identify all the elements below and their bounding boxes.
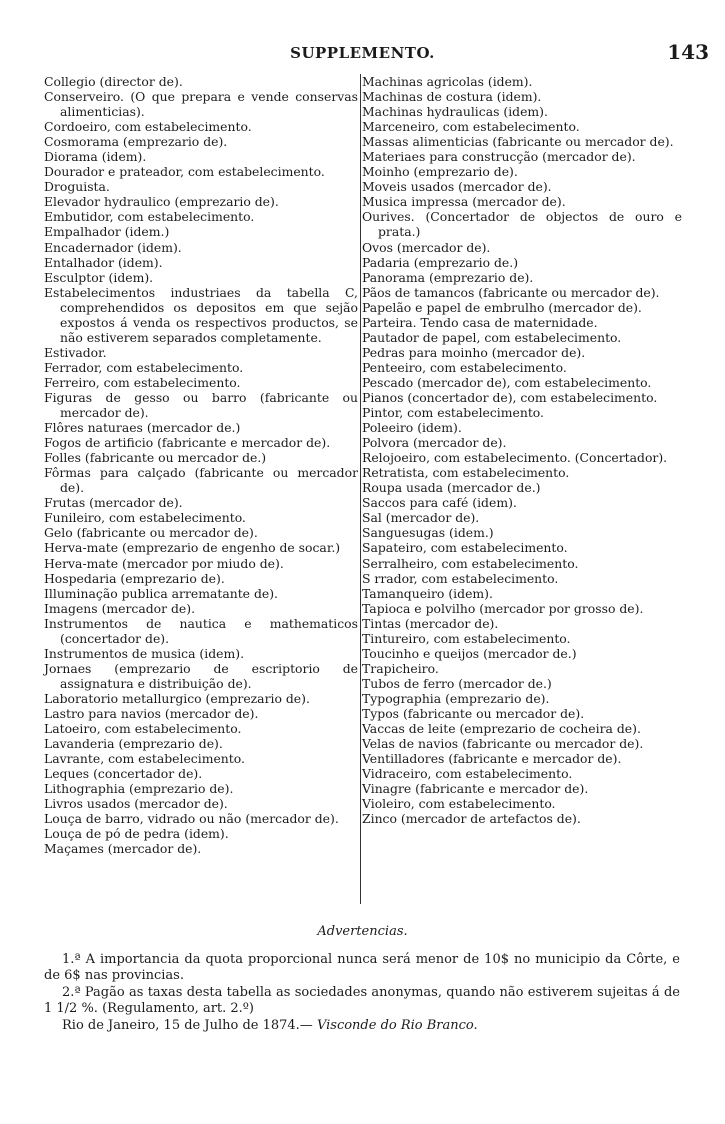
list-item: Encadernador (idem). — [44, 239, 182, 255]
list-item: Vinagre (fabricante e mercador de). — [362, 781, 589, 797]
list-item: Laboratorio metallurgico (emprezario de). — [44, 690, 310, 706]
right-column — [362, 74, 682, 826]
left-column — [44, 74, 358, 856]
advertencias-notes — [44, 952, 680, 1034]
list-item: Cosmorama (emprezario de). — [44, 134, 228, 150]
list-item: Typographia (emprezario de). — [362, 690, 550, 706]
signature-line — [44, 1018, 680, 1034]
list-item: Panorama (emprezario de). — [362, 269, 534, 285]
list-item: Louça de pó de pedra (idem). — [44, 826, 229, 842]
list-item: Ferrador, com estabelecimento. — [44, 359, 244, 375]
page-number: 143 — [667, 40, 709, 64]
list-item: Louça de barro, vidrado ou não (mercador de). — [44, 811, 339, 827]
list-item: Droguista. — [44, 179, 110, 195]
column-divider — [360, 74, 361, 904]
list-item: Livros usados (mercador de). — [44, 796, 228, 812]
list-item: Sapateiro, com estabelecimento. — [362, 540, 568, 556]
list-item: Tintas (mercador de). — [362, 615, 499, 631]
list-item: Toucinho e queijos (mercador de.) — [362, 645, 577, 661]
list-item: Hospedaria (emprezario de). — [44, 570, 225, 586]
list-item: Tintureiro, com estabelecimento. — [362, 630, 571, 646]
list-item: Parteira. Tendo casa de maternidade. — [362, 314, 598, 330]
list-item: Folles (fabricante ou mercador de.) — [44, 450, 267, 466]
list-item: Cordoeiro, com estabelecimento. — [44, 119, 252, 135]
list-item: Poleeiro (idem). — [362, 420, 462, 436]
list-item: Figuras de gesso ou barro (fabricante ou mercador de). — [44, 389, 358, 421]
list-item: Lithographia (emprezario de). — [44, 781, 234, 797]
list-item: Tamanqueiro (idem). — [362, 585, 493, 601]
list-item: Violeiro, com estabelecimento. — [362, 796, 556, 812]
running-title: SUPPLEMENTO. — [290, 44, 435, 62]
list-item: Leques (concertador de). — [44, 766, 203, 782]
list-item: Papelão e papel de embrulho (mercador de). — [362, 299, 642, 315]
list-item: Collegio (director de). — [44, 74, 183, 89]
list-item: Machinas agricolas (idem). — [362, 74, 533, 89]
list-item: Retratista, com estabelecimento. — [362, 465, 570, 481]
list-item: S rrador, com estabelecimento. — [362, 570, 559, 586]
list-item: Ventilladores (fabricante e mercador de). — [362, 751, 622, 767]
list-item: Estabelecimentos industriaes da tabella C, comprehendidos os depositos em que sejão expostos á venda os respectivos productos, se não estiverem separados completamente. — [44, 284, 358, 345]
list-item: Gelo (fabricante ou mercador de). — [44, 525, 258, 541]
list-item: Pintor, com estabelecimento. — [362, 405, 544, 421]
list-item: Empalhador (idem.) — [44, 224, 170, 240]
list-item: Materiaes para construcção (mercador de). — [362, 149, 636, 165]
list-item: Marceneiro, com estabelecimento. — [362, 119, 580, 135]
list-item: Polvora (mercador de). — [362, 435, 507, 451]
list-item: Pautador de papel, com estabelecimento. — [362, 329, 622, 345]
signatory: Visconde do Rio Branco. — [316, 1018, 478, 1033]
list-item: Illuminação publica arrematante de). — [44, 585, 278, 601]
list-item: Moveis usados (mercador de). — [362, 179, 552, 195]
list-item: Jornaes (emprezario de escriptorio de assignatura e distribuição de). — [44, 660, 358, 691]
list-item: Pescado (mercador de), com estabelecimento. — [362, 374, 652, 390]
list-item: Tubos de ferro (mercador de.) — [362, 675, 552, 691]
note-1: 1.ª A importancia da quota proporcional nunca será menor de 10$ no municipio da Côrte, e de 6$ nas provincias. — [44, 952, 680, 983]
list-item: Maçames (mercador de). — [44, 841, 202, 857]
list-item: Serralheiro, com estabelecimento. — [362, 555, 579, 571]
list-item: Penteeiro, com estabelecimento. — [362, 359, 567, 375]
list-item: Pedras para moinho (mercador de). — [362, 344, 586, 360]
list-item: Elevador hydraulico (emprezario de). — [44, 194, 279, 210]
list-item: Vaccas de leite (emprezario de cocheira de). — [362, 721, 641, 737]
list-item: Frutas (mercador de). — [44, 495, 183, 511]
list-item: Lavanderia (emprezario de). — [44, 736, 223, 752]
list-item: Conserveiro. (O que prepara e vende conservas alimenticias). — [44, 89, 358, 120]
list-item: Musica impressa (mercador de). — [362, 194, 566, 210]
list-item: Massas alimenticias (fabricante ou mercador de). — [362, 134, 674, 150]
list-item: Herva-mate (mercador por miudo de). — [44, 555, 284, 571]
list-item: Zinco (mercador de artefactos de). — [362, 811, 581, 827]
list-item: Padaria (emprezario de.) — [362, 254, 519, 270]
list-item: Velas de navios (fabricante ou mercador de). — [362, 736, 644, 752]
list-item: Sanguesugas (idem.) — [362, 525, 494, 541]
list-item: Typos (fabricante ou mercador de). — [362, 705, 585, 721]
list-item: Imagens (mercador de). — [44, 600, 196, 616]
list-item: Moinho (emprezario de). — [362, 164, 518, 180]
note-2: 2.ª Pagão as taxas desta tabella as sociedades anonymas, quando não estiverem sujeitas á de 1 1/2 %. (Regulamento, art. 2.º) — [44, 985, 680, 1016]
page-header — [0, 40, 725, 68]
list-item: Fôrmas para calçado (fabricante ou mercador de). — [44, 465, 358, 496]
list-item: Flôres naturaes (mercador de.) — [44, 420, 241, 436]
list-item: Ourives. (Concertador de objectos de ouro e prata.) — [362, 209, 682, 240]
list-item: Ferreiro, com estabelecimento. — [44, 374, 241, 390]
list-item: Saccos para café (idem). — [362, 495, 517, 511]
list-item: Estivador. — [44, 344, 107, 360]
list-item: Dourador e prateador, com estabelecimento. — [44, 164, 325, 180]
list-item: Latoeiro, com estabelecimento. — [44, 721, 242, 737]
list-item: Machinas hydraulicas (idem). — [362, 104, 548, 120]
list-item: Ovos (mercador de). — [362, 239, 491, 255]
list-item: Esculptor (idem). — [44, 269, 154, 285]
list-item: Trapicheiro. — [362, 660, 439, 676]
list-item: Fogos de artificio (fabricante e mercador de). — [44, 435, 331, 451]
list-item: Sal (mercador de). — [362, 510, 480, 526]
list-item: Embutidor, com estabelecimento. — [44, 209, 255, 225]
list-item: Lastro para navios (mercador de). — [44, 705, 259, 721]
list-item: Vidraceiro, com estabelecimento. — [362, 766, 573, 782]
list-item: Pianos (concertador de), com estabelecimento. — [362, 389, 658, 405]
list-item: Instrumentos de musica (idem). — [44, 645, 245, 661]
list-item: Relojoeiro, com estabelecimento. (Concertador). — [362, 450, 668, 466]
list-item: Funileiro, com estabelecimento. — [44, 510, 246, 526]
list-item: Lavrante, com estabelecimento. — [44, 751, 245, 767]
list-item: Instrumentos de nautica e mathematicos (concertador de). — [44, 615, 358, 646]
list-item: Tapioca e polvilho (mercador por grosso de). — [362, 600, 644, 616]
list-item: Roupa usada (mercador de.) — [362, 480, 541, 496]
advertencias-heading: Advertencias. — [317, 924, 408, 939]
list-item: Diorama (idem). — [44, 149, 147, 165]
list-item: Herva-mate (emprezario de engenho de socar.) — [44, 540, 341, 556]
list-item: Entalhador (idem). — [44, 254, 163, 270]
signature-place-date: Rio de Janeiro, 15 de Julho de 1874.— — [62, 1018, 313, 1033]
list-item: Pãos de tamancos (fabricante ou mercador de). — [362, 284, 660, 300]
list-item: Machinas de costura (idem). — [362, 89, 542, 105]
